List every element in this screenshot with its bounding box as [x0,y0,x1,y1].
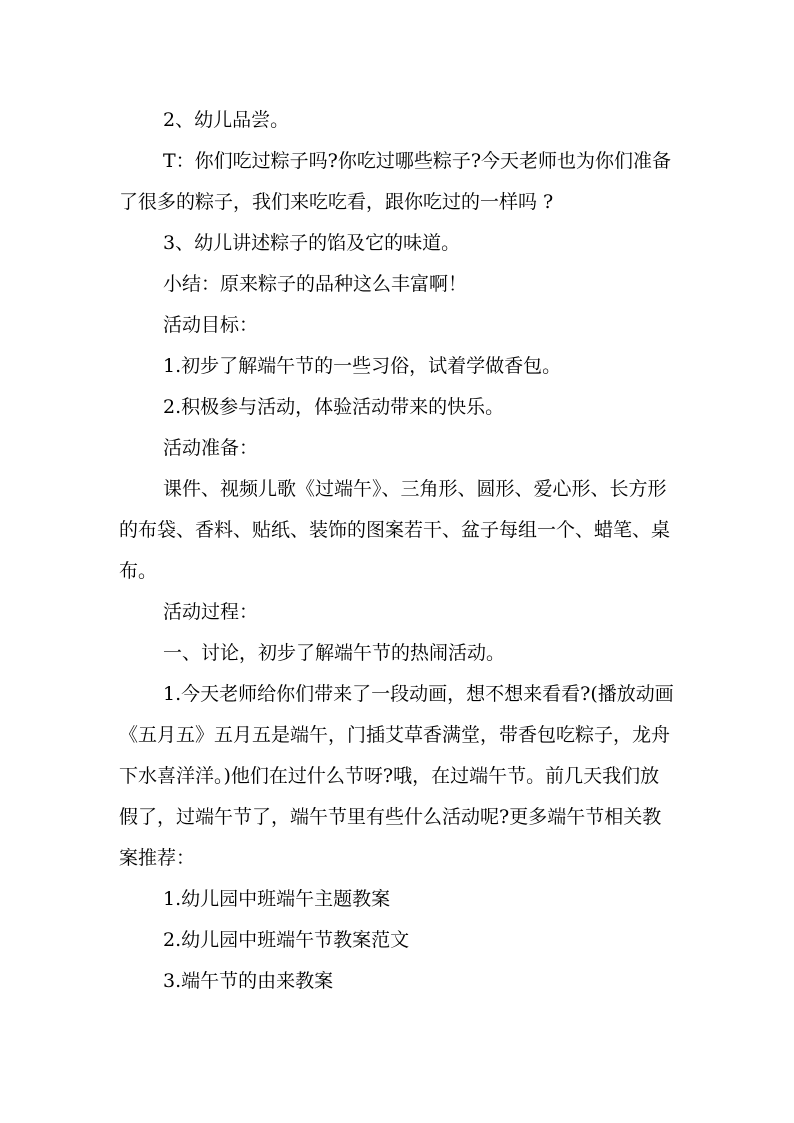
paragraph-summary: 小结：原来粽子的品种这么丰富啊！ [163,273,468,295]
paragraph-materials: 课件、视频儿歌《过端午》、三角形、圆形、爱心形、长方形的布袋、香料、贴纸、装饰的图案若干、盆子每组一个、蜡笔、桌布。 [119,478,671,582]
goal-item-2: 2.积极参与活动，体验活动带来的快乐。 [163,396,505,418]
section-heading-preparation: 活动准备： [163,437,259,459]
goal-item-1: 1.初步了解端午节的一些习俗，试着学做香包。 [163,355,562,377]
related-lesson-link-2[interactable]: 2.幼儿园中班端午节教案范文 [163,929,410,951]
related-lesson-link-1[interactable]: 1.幼儿园中班端午主题教案 [163,888,391,910]
paragraph-describe-filling: 3、幼儿讲述粽子的馅及它的味道。 [163,232,461,254]
section-heading-process: 活动过程： [163,601,259,623]
process-step-1-heading: 一、讨论，初步了解端午节的热闹活动。 [163,642,506,664]
section-heading-goals: 活动目标： [163,314,259,336]
paragraph-teacher-question: T：你们吃过粽子吗?你吃过哪些粽子?今天老师也为你们准备了很多的粽子，我们来吃吃看，跟你吃过的一样吗 ? [119,150,672,213]
document-body [119,100,675,1002]
paragraph-tasting-heading: 2、幼儿品尝。 [163,109,290,131]
related-lesson-link-3[interactable]: 3.端午节的由来教案 [163,970,334,992]
paragraph-animation: 1.今天老师给你们带来了一段动画，想不想来看看?(播放动画《五月五》五月五是端午，门插艾草香满堂，带香包吃粽子，龙舟下水喜洋洋。)他们在过什么节呀?哦，在过端午节。前几天我们放假了，过端午节了，端午节里有些什么活动呢?更多端午节相关教案推荐： [119,683,674,869]
